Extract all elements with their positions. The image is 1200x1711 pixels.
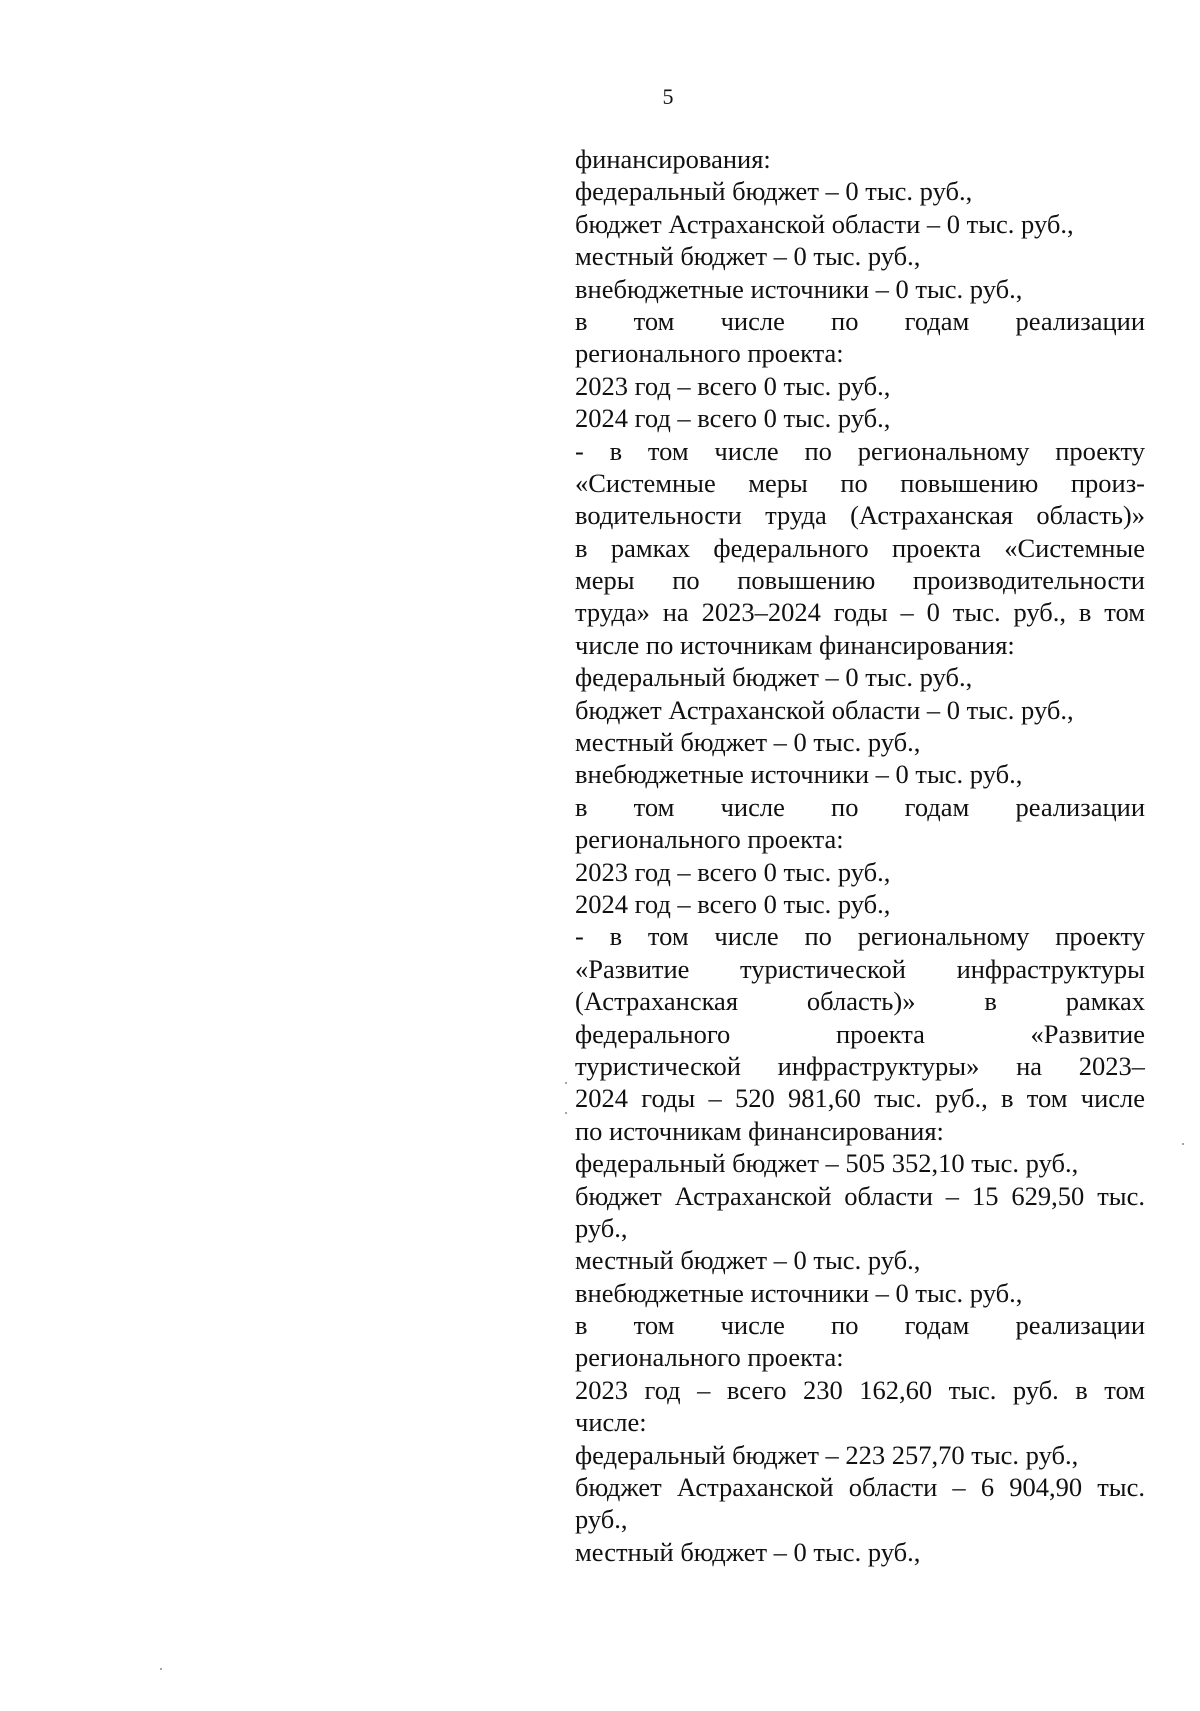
text-line: 2023 год – всего 0 тыс. руб.,	[575, 370, 891, 401]
text-line: бюджет Астраханской области – 0 тыс. руб.,	[575, 208, 1074, 239]
text-line: федеральный бюджет – 505 352,10 тыс. руб.,	[575, 1148, 1079, 1179]
text-line: в том числе по годам реализации	[575, 791, 1145, 822]
text-line: «Развитие туристической инфраструктуры	[575, 953, 1145, 984]
text-line: регионального проекта:	[575, 824, 844, 855]
text-line: 2024 год – всего 0 тыс. руб.,	[575, 888, 891, 919]
text-line: бюджет Астраханской области – 0 тыс. руб.,	[575, 694, 1074, 725]
text-line: регионального проекта:	[575, 338, 844, 369]
text-line: федеральный бюджет – 223 257,70 тыс. руб.,	[575, 1439, 1079, 1470]
text-line: местный бюджет – 0 тыс. руб.,	[575, 1245, 921, 1276]
text-line: бюджет Астраханской области – 6 904,90 тыс.	[575, 1472, 1145, 1503]
page-number: 5	[662, 84, 674, 109]
scan-speck	[565, 1082, 567, 1084]
text-line: внебюджетные источники – 0 тыс. руб.,	[575, 273, 1023, 304]
scan-speck	[160, 1668, 162, 1670]
text-line: финансирования:	[575, 144, 771, 174]
text-line: внебюджетные источники – 0 тыс. руб.,	[575, 759, 1023, 790]
scan-speck	[565, 1112, 567, 1114]
text-line: 2023 год – всего 0 тыс. руб.,	[575, 856, 891, 887]
text-line: в рамках федерального проекта «Системные	[575, 532, 1145, 563]
text-line: федеральный бюджет – 0 тыс. руб.,	[575, 662, 973, 693]
text-line: - в том числе по региональному проекту	[575, 435, 1145, 466]
text-line: числе по источникам финансирования:	[575, 629, 1015, 660]
body-text-column	[575, 143, 1145, 1568]
text-line: числе:	[575, 1407, 647, 1438]
text-line: руб.,	[575, 1212, 628, 1243]
text-line: местный бюджет – 0 тыс. руб.,	[575, 241, 921, 272]
text-line: «Системные меры по повышению произ-	[575, 467, 1145, 498]
text-line: руб.,	[575, 1504, 628, 1535]
text-line: - в том числе по региональному проекту	[575, 921, 1145, 952]
text-line: (Астраханская область)» в рамках	[575, 986, 1145, 1017]
text-line: местный бюджет – 0 тыс. руб.,	[575, 727, 921, 758]
text-line: туристической инфраструктуры» на 2023–	[575, 1050, 1145, 1081]
text-line: в том числе по годам реализации	[575, 305, 1145, 336]
text-line: регионального проекта:	[575, 1342, 844, 1373]
text-line: федеральный бюджет – 0 тыс. руб.,	[575, 176, 973, 207]
text-line: труда» на 2023–2024 годы – 0 тыс. руб., в том	[575, 597, 1145, 628]
text-line: 2023 год – всего 230 162,60 тыс. руб. в том	[575, 1374, 1145, 1405]
text-line: меры по повышению производительности	[575, 565, 1145, 596]
scan-speck	[1182, 1143, 1184, 1145]
text-line: в том числе по годам реализации	[575, 1310, 1145, 1341]
text-line: местный бюджет – 0 тыс. руб.,	[575, 1536, 921, 1567]
text-line: по источникам финансирования:	[575, 1115, 944, 1146]
text-line: водительности труда (Астраханская область)»	[575, 500, 1145, 531]
text-line: федерального проекта «Развитие	[575, 1018, 1145, 1049]
text-line: 2024 год – всего 0 тыс. руб.,	[575, 403, 891, 434]
text-line: 2024 годы – 520 981,60 тыс. руб., в том числе	[575, 1083, 1145, 1114]
text-line: внебюджетные источники – 0 тыс. руб.,	[575, 1277, 1023, 1308]
text-line: бюджет Астраханской области – 15 629,50 тыс.	[575, 1180, 1145, 1211]
